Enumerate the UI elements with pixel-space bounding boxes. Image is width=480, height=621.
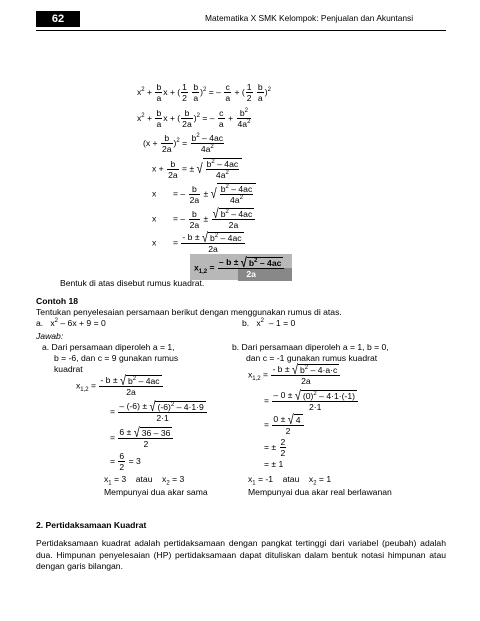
solution-b-step5: = ± 1 <box>264 459 284 469</box>
section-title: 2. Pertidaksamaan Kuadrat <box>36 520 147 530</box>
solution-a-line2: b = -6, dan c = 9 gunakan rumus <box>54 353 179 363</box>
derivation-row-5: x = – $\frac{b}{2a}$ ± √ $\frac{b^2 - 4ac}{4a^2}$ <box>152 183 256 205</box>
solution-a-step2: = $\frac{- (-6) \pm √ (-6)^2 - 4\cdot 1\cdot 9}{2\cdot 1}$ <box>110 401 208 423</box>
solution-b-conclusion: Mempunyai dua akar real berlawanan <box>248 487 392 497</box>
formula-note: Bentuk di atas disebut rumus kuadrat. <box>60 278 205 288</box>
solution-b-line1: b. Dari persamaan diperoleh a = 1, b = 0, <box>232 342 389 352</box>
derivation-row-4: x + $\frac{b}{2a}$ = ± √ $\frac{b^2 - 4ac}{4a^2}$ <box>152 158 242 180</box>
solution-a-step4: = $\frac{6}{2}$ = 3 <box>110 451 141 472</box>
solution-a-roots: $x_1 = 3$ atau $x_2 = 3$ <box>104 474 185 487</box>
derivation-row-1: $x^2$ + $\frac{b}{a}$ x + ( $\frac{1}{2}$ $\frac{b}{a}$ )$^2$ = – $\frac{c}{a}$ + ( $\frac{1}{2}$ $\frac{b}{a}$ )$^2$ <box>137 82 271 103</box>
derivation-row-6: x = – $\frac{b}{2a}$ ± $\frac{√ b^2 - 4ac}{2a}$ <box>152 208 256 230</box>
solution-b-step2: = $\frac{- 0 \pm √ (0)^2 - 4\cdot 1\cdot(-1)}{2\cdot 1}$ <box>264 390 359 412</box>
solution-a-step3: = $\frac{6 \pm √ 36 - 36}{2}$ <box>110 427 174 449</box>
solution-a-line1: a. Dari persamaan diperoleh a = 1, <box>42 342 175 352</box>
solution-b-formula: $x_{1,2}$ = $\frac{- b \pm √ b^2 - 4\cdot a\cdot c}{2a}$ <box>248 364 341 386</box>
running-title: Matematika X SMK Kelompok: Penjualan dan Akuntansi <box>205 13 414 23</box>
example-title: Contoh 18 <box>36 296 79 306</box>
solution-a-formula: $x_{1,2}$ = $\frac{- b \pm √ b^2 - 4ac}{2a}$ <box>76 375 164 397</box>
derivation-row-7: x = $\frac{- b \pm √ b^2 - 4ac}{2a}$ <box>152 232 246 254</box>
solution-b-roots: $x_1 = -1$ atau $x_2 = 1$ <box>248 474 332 487</box>
solution-a-conclusion: Mempunyai dua akar sama <box>104 487 208 497</box>
answer-label: Jawab: <box>36 331 64 341</box>
example-part-a: a. $x^2 - 6x + 9 = 0$ <box>36 318 106 328</box>
solution-b-step3: = $\frac{0 \pm √ 4}{2}$ <box>264 414 305 436</box>
solution-a-line3: kuadrat <box>54 364 83 374</box>
quadratic-formula: $x_{1,2}$ = $\frac{- b \pm √ b^2 - 4ac}{2a}$ <box>194 257 285 279</box>
derivation-row-3: (x + $\frac{b}{2a}$ )$^2$ = $\frac{b^2 - 4ac}{4a^2}$ <box>143 133 224 154</box>
solution-b-step4: = ± $\frac{2}{2}$ <box>264 437 286 458</box>
example-part-b: b. $x^2 - 1 = 0$ <box>242 318 296 328</box>
example-prompt: Tentukan penyelesaian persamaan berikut dengan menggunakan rumus di atas. <box>36 307 342 317</box>
derivation-row-2: $x^2$ + $\frac{b}{a}$ x + ( $\frac{b}{2a}$ )$^2$ = – $\frac{c}{a}$ + $\frac{b^2}{4a^2}$ <box>137 108 251 129</box>
header-rule <box>36 30 446 31</box>
page-number: 62 <box>36 11 80 27</box>
solution-b-line2: dan c = -1 gunakan rumus kuadrat <box>246 353 378 363</box>
section-body: Pertidaksamaan kuadrat adalah pertidaksamaan dengan pangkat tertinggi dari variabel (peubah) adalah dua. Himpunan penyelesaian (HP) pertidaksamaan dapat dituliskan dalam bentuk notasi himpunan atau dengan garis bilangan. <box>36 538 446 571</box>
